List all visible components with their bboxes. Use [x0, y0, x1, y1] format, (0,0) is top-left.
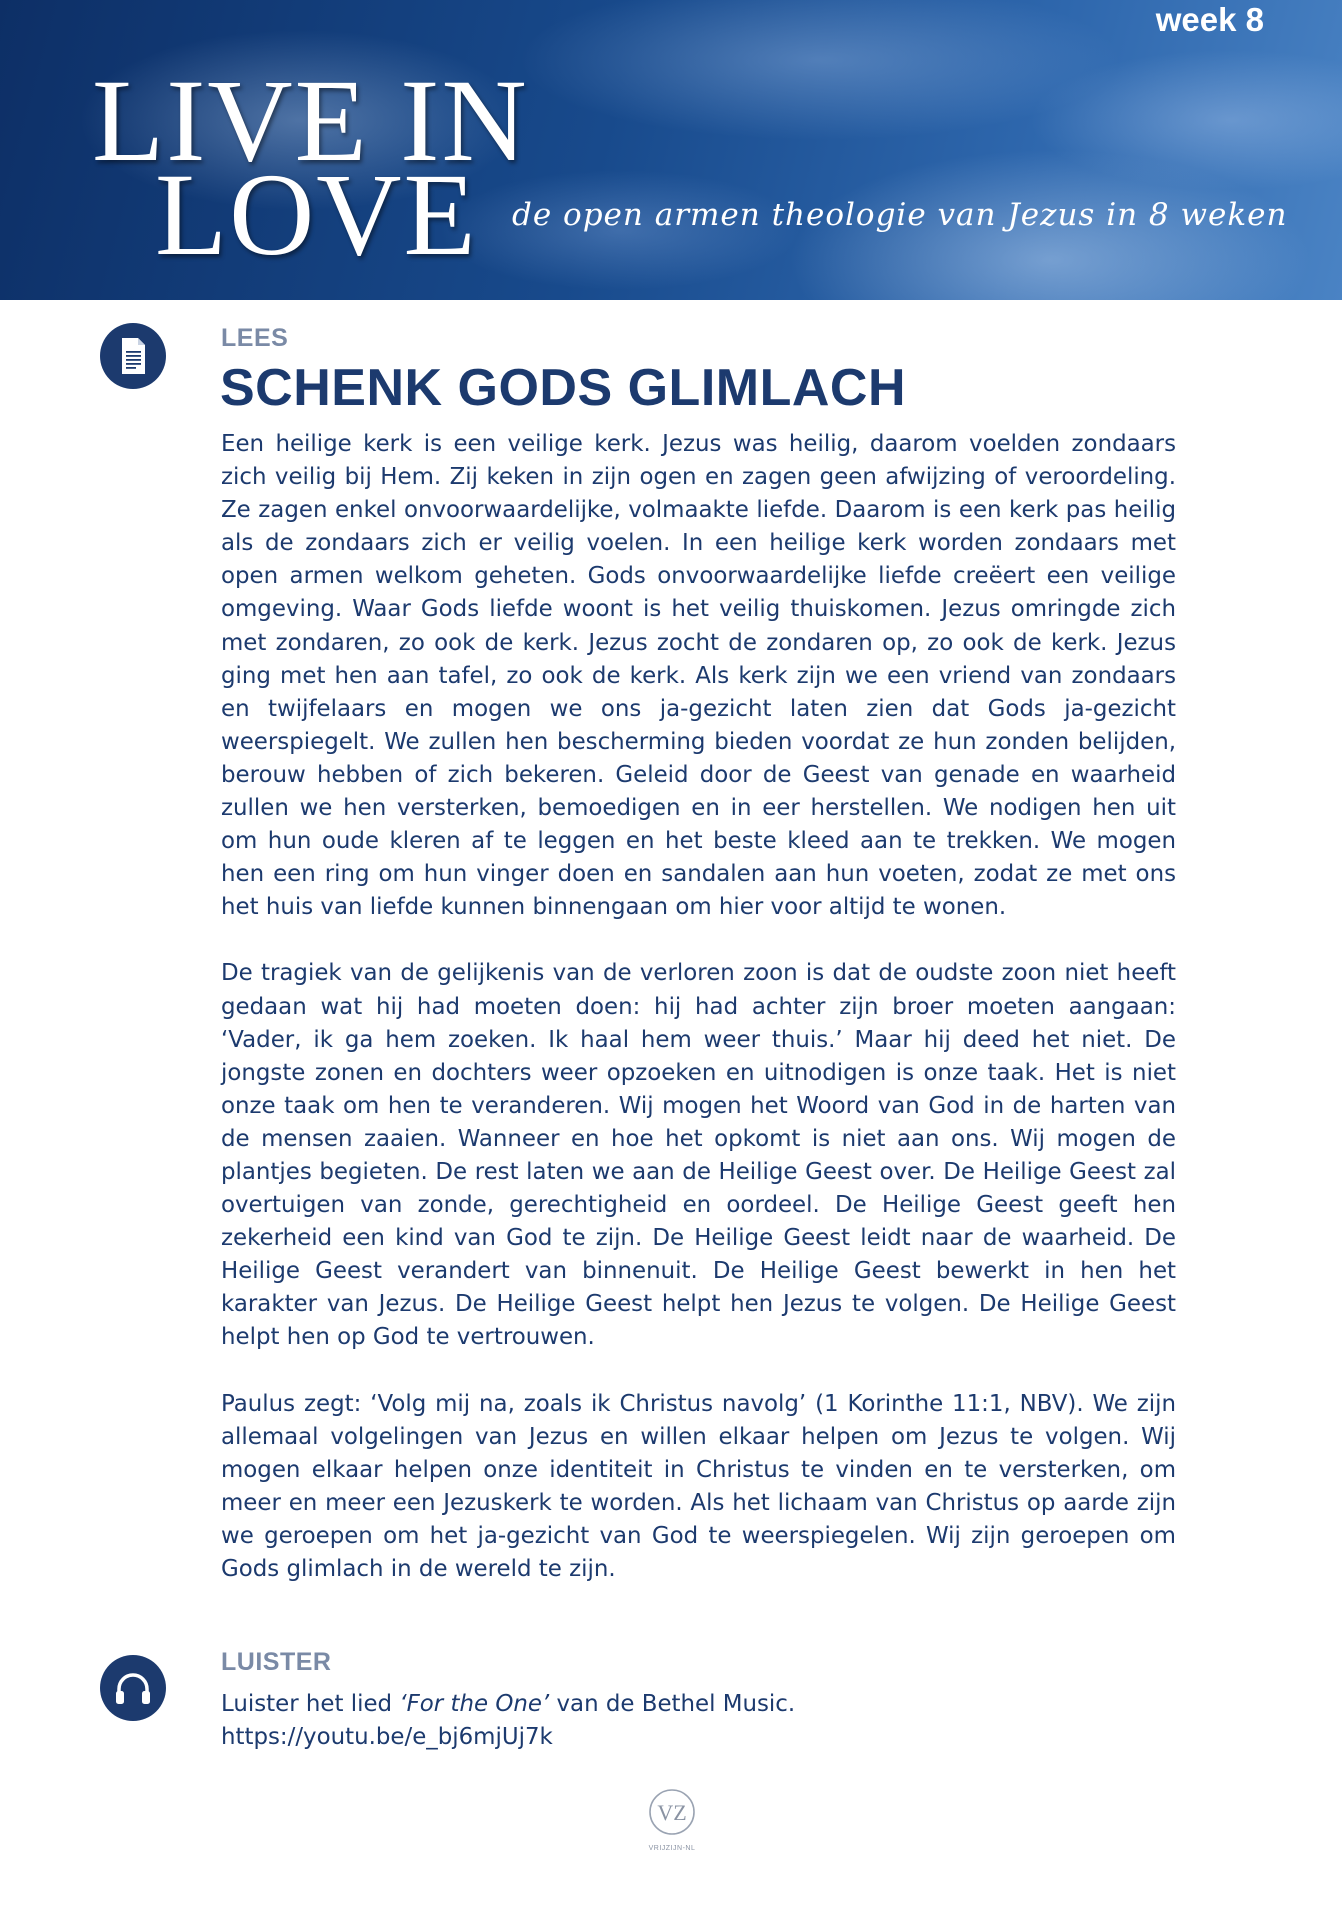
page-title: SCHENK GODS GLIMLACH [220, 359, 906, 417]
listen-text-before: Luister het lied [221, 1691, 400, 1717]
document-icon [100, 323, 166, 389]
article-paragraph-1: Een heilige kerk is een veilige kerk. Jezus was heilig, daarom voelden zondaars zich veilig bij Hem. Zij keken in zijn ogen en zagen geen afwijzing of veroordeling. Ze zagen enkel onvoorwaardelijke, volmaakte liefde. Daarom is een kerk pas heilig als de zondaars zich er veilig voelen. In een heilige kerk worden zondaars met open armen welkom geheten. Gods onvoorwaardelijke liefde creëert een veilige omgeving. Waar Gods liefde woont is het veilig thuiskomen. Jezus omringde zich met zondaren, zo ook de kerk. Jezus zocht de zondaren op, zo ook de kerk. Jezus ging met hen aan tafel, zo ook de kerk. Als kerk zijn we een vriend van zondaars en twijfelaars en mogen we ons ja-gezicht laten zien dat Gods ja-gezicht weerspiegelt. We zullen hen bescherming bieden voordat ze hun zonden belijden, berouw hebben of zich bekeren. Geleid door de Geest van genade en waarheid zullen we hen versterken, bemoedigen en in eer herstellen. We nodigen hen uit om hun oude kleren af te leggen en het beste kleed aan te trekken. We mogen hen een ring om hun vinger doen en sandalen aan hun voeten, zodat ze met ons het huis van liefde kunnen binnengaan om hier voor altijd te wonen. [221, 431, 1176, 921]
article-paragraph-3: Paulus zegt: ‘Volg mij na, zoals ik Christus navolg’ (1 Korinthe 11:1, NBV). We zijn allemaal volgelingen van Jezus en willen elkaar helpen om Jezus te volgen. Wij mogen elkaar helpen onze identiteit in Christus te vinden en te versterken, om meer en meer een Jezuskerk te worden. Als het lichaam van Christus op aarde zijn we geroepen om het ja-gezicht van God te weerspiegelen. Wij zijn geroepen om Gods glimlach in de wereld te zijn. [221, 1390, 1176, 1582]
tagline: de open armen theologie van Jezus in 8 weken [512, 197, 1288, 233]
listen-instruction [221, 1688, 1176, 1721]
title-line-2: LOVE [155, 149, 478, 280]
vrijzijn-logo [644, 1786, 700, 1856]
logo-initials: VZ [657, 1800, 687, 1825]
title-line-1: LIVE IN [92, 55, 529, 186]
read-section-label: LEES [221, 324, 289, 352]
logo-caption: VRIJZIJN-NL [648, 1845, 696, 1852]
week-label: week 8 [1155, 1, 1264, 38]
song-title: ‘For the One’ [399, 1691, 550, 1717]
listen-body [221, 1688, 1176, 1754]
listen-text-after: van de Bethel Music. [549, 1691, 796, 1717]
article-body [221, 428, 1176, 1586]
header-banner [0, 0, 1342, 300]
listen-section-label: LUISTER [221, 1648, 332, 1676]
song-link[interactable]: https://youtu.be/e_bj6mjUj7k [221, 1724, 553, 1751]
article-paragraph-2: De tragiek van de gelijkenis van de verloren zoon is dat de oudste zoon niet heeft gedaan wat hij had moeten doen: hij had achter zijn broer moeten aangaan: ‘Vader, ik ga hem zoeken. Ik haal hem weer thuis.’ Maar hij deed het niet. De jongste zonen en dochters weer opzoeken en uitnodigen is onze taak. Het is niet onze taak om hen te veranderen. Wij mogen het Woord van God in de harten van de mensen zaaien. Wanneer en hoe het opkomt is niet aan ons. Wij mogen de plantjes begieten. De rest laten we aan de Heilige Geest over. De Heilige Geest zal overtuigen van zonde, gerechtigheid en oordeel. De Heilige Geest geeft hen zekerheid een kind van God te zijn. De Heilige Geest leidt naar de waarheid. De Heilige Geest verandert van binnenuit. De Heilige Geest bewerkt in hen het karakter van Jezus. De Heilige Geest helpt hen Jezus te volgen. De Heilige Geest helpt hen op God te vertrouwen. [221, 960, 1176, 1351]
headphones-icon [100, 1655, 166, 1721]
